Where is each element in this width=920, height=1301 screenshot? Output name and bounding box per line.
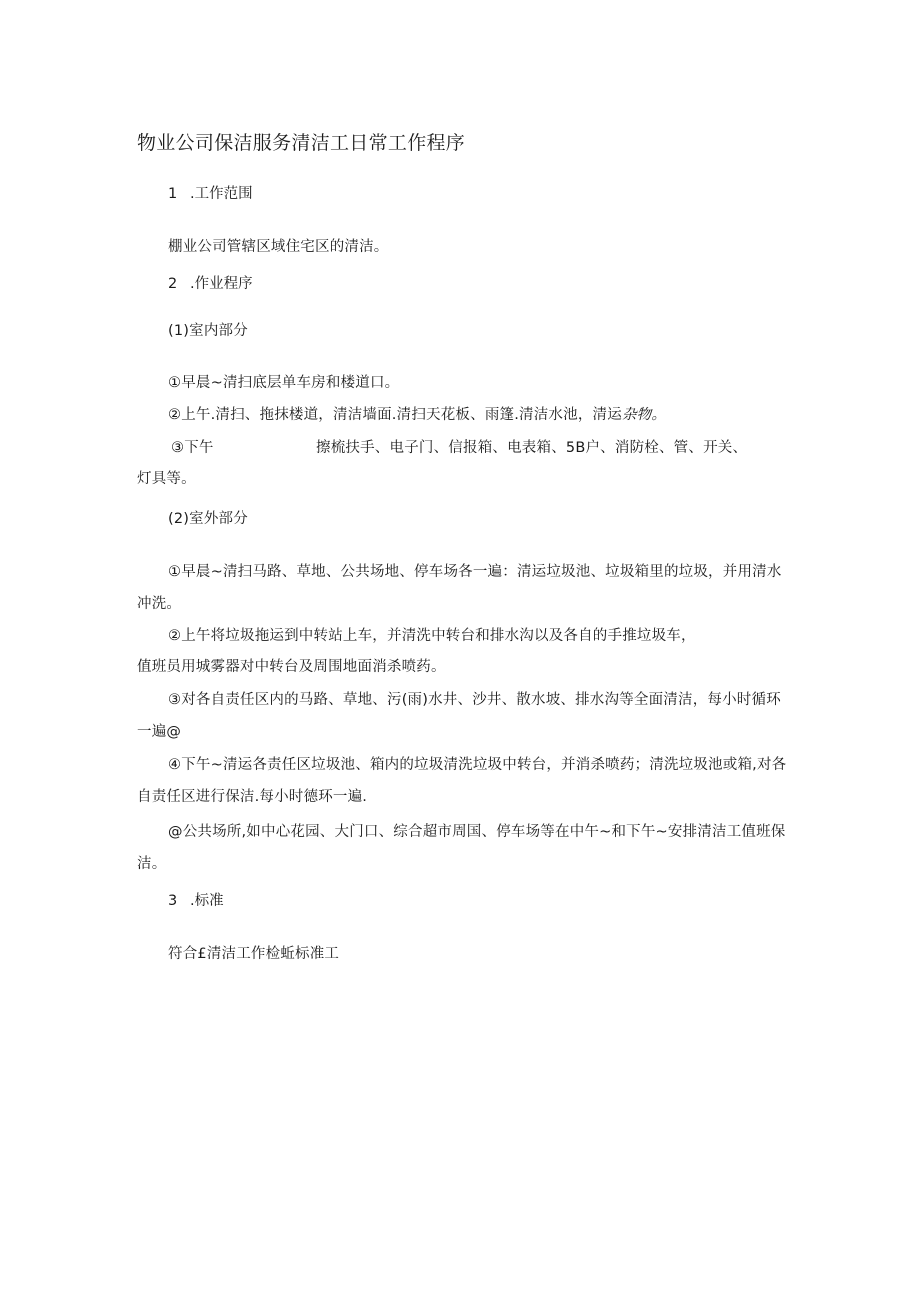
outdoor-heading: (2)室外部分 — [168, 511, 248, 527]
section-number: 3 — [168, 893, 178, 909]
outdoor-item-1: ①早晨~清扫马路、草地、公共场地、停车场各一遍：清运垃圾池、垃圾箱里的垃圾，并用清水 — [168, 564, 782, 580]
section-title: .工作范围 — [190, 186, 253, 202]
outdoor-item-3-continued: 一遍@ — [137, 724, 182, 740]
outdoor-item-4: ④下午~清运各责任区垃圾池、箱内的垃圾清洗垃圾中转台，并消杀喷药；清洗垃圾池或箱,对各 — [168, 757, 787, 773]
outdoor-item-2-continued: 值班员用城雾器对中转台及周围地面消杀喷药。 — [137, 659, 446, 675]
section-heading-standard — [168, 891, 224, 911]
outdoor-item-1-continued: 冲洗。 — [137, 596, 182, 612]
indoor-item-2-italic: 杂物。 — [621, 407, 667, 423]
section-heading-procedure — [168, 274, 253, 294]
standard-text: 符合£清洁工作检蚯标准工 — [168, 946, 340, 962]
indoor-item-1: ①早晨~清扫底层单车房和楼道口。 — [168, 375, 400, 391]
section-title: .作业程序 — [190, 276, 253, 292]
section-heading-scope — [168, 184, 253, 204]
section-number: 2 — [168, 276, 178, 292]
indoor-item-3-text: 擦梳扶手、电子门、信报箱、电表箱、5B户、消防栓、管、开关、 — [316, 440, 748, 456]
indoor-heading: (1)室内部分 — [168, 323, 248, 339]
outdoor-item-2: ②上午将垃圾拖运到中转站上车，并清洗中转台和排水沟以及各自的手推垃圾车， — [168, 628, 696, 644]
outdoor-item-5-continued: 洁。 — [137, 856, 167, 872]
outdoor-item-3: ③对各自责任区内的马路、草地、污(雨)水井、沙井、散水坡、排水沟等全面清洁，每小时循环 — [168, 692, 781, 708]
indoor-item-2 — [168, 405, 666, 425]
indoor-item-3 — [171, 438, 747, 458]
section-number: 1 — [168, 186, 178, 202]
scope-text: 棚业公司管辖区域住宅区的清洁。 — [168, 239, 389, 255]
document-title: 物业公司保洁服务清洁工日常工作程序 — [137, 132, 466, 154]
indoor-item-3-time: ③下午 — [171, 440, 214, 456]
outdoor-item-5: @公共场所,如中心花园、大门口、综合超市周国、停车场等在中午~和下午~安排清洁工值班保 — [168, 824, 786, 840]
indoor-item-3-continued: 灯具等。 — [137, 471, 196, 487]
indoor-item-2-text: ②上午.清扫、拖抹楼道，清洁墙面.清扫天花板、雨篷.清洁水池，清运 — [168, 407, 622, 423]
outdoor-item-4-continued: 自责任区进行保洁.每小时德环一遍. — [137, 789, 368, 805]
section-title: .标准 — [190, 893, 224, 909]
